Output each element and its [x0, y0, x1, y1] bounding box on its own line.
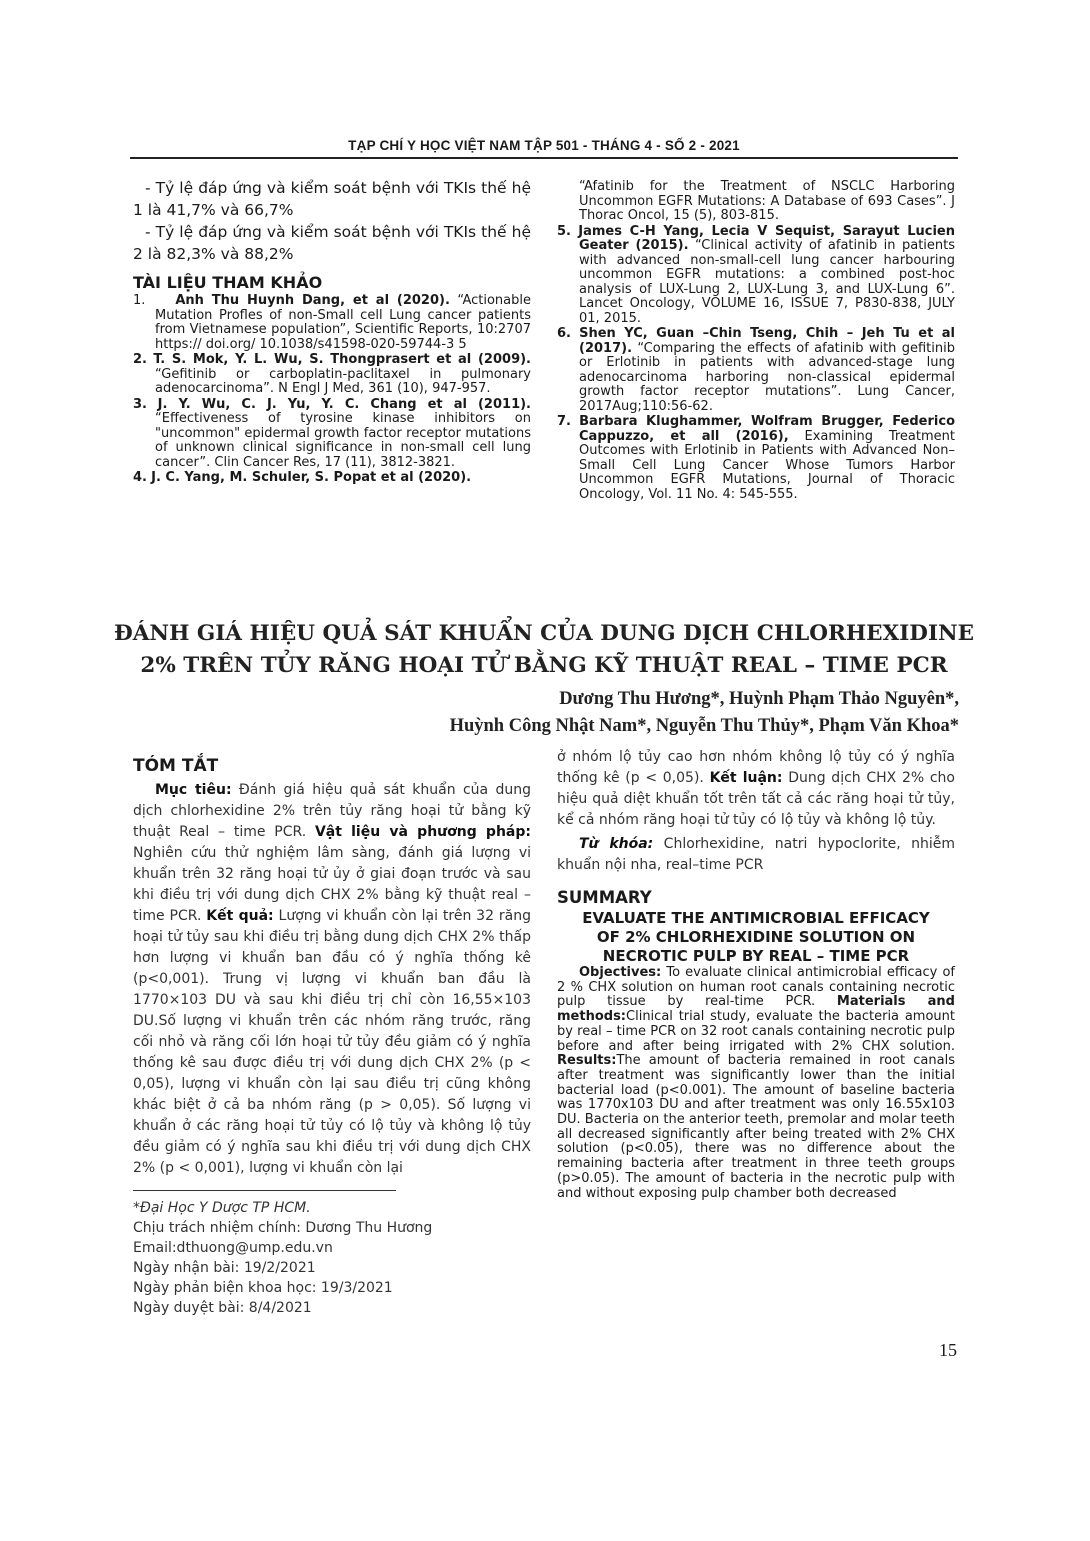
- footnote: [133, 1198, 432, 1318]
- left-top-column: [133, 177, 531, 486]
- footnote-rule: [133, 1190, 396, 1191]
- keywords: Từ khóa: Chlorhexidine, natri hypoclorite, nhiễm khuẩn nội nha, real–time PCR: [557, 836, 955, 873]
- reference-2: 2. T. S. Mok, Y. L. Wu, S. Thongprasert et al (2009). “Gefitinib or carboplatin-paclitaxel in pulmonary adenocarcinoma”. N Engl J Med, 361 (10), 947-957.: [133, 352, 531, 396]
- abstract-vi-body: Mục tiêu: Đánh giá hiệu quả sát khuẩn của dung dịch chlorhexidine 2% trên tủy răng hoại tử bằng kỹ thuật Real – time PCR. Vật liệu và phương pháp: Nghiên cứu thử nghiệm lâm sàng, đánh giá lượng vi khuẩn trên 32 răng hoại tử ủy ở giai đoạn trước và sau khi điều trị với dung dịch CHX 2% bằng kỹ thuật real – time PCR. Kết quả: Lượng vi khuẩn còn lại trên 32 răng hoại tử tủy sau khi điều trị bằng dung dịch CHX 2% thấp hơn lượng vi khuẩn ban đầu có ý nghĩa thống kê (p<0,001). Trung vị lượng vi khuẩn ban đầu là 1770×103 DU và sau khi điều trị chỉ còn 16,55×103 DU.Số lượng vi khuẩn trên các nhóm răng trước, răng cối nhỏ và răng cối lớn hoại tử tủy đều giảm có ý nghĩa thống kê sau được điều trị với dung dịch CHX 2% (p < 0,05), lượng vi khuẩn còn lại sau điều trị cũng không khác biệt ở cả ba nhóm răng (p > 0,05). Số lượng vi khuẩn ở các răng hoại tử tủy có lộ tủy và không lộ tủy đều giảm có ý nghĩa sau khi điều trị với dung dịch CHX 2% (p < 0,001), lượng vi khuẩn còn lại: [133, 782, 531, 1176]
- reference-4-continued: “Afatinib for the Treatment of NSCLC Harboring Uncommon EGFR Mutations: A Database of 693 Cases”. J Thorac Oncol, 15 (5), 803-815.: [579, 179, 955, 223]
- authors-line-2: Huỳnh Công Nhật Nam*, Nguyễn Thu Thủy*, Phạm Văn Khoa*: [449, 716, 959, 736]
- bullet-tki-gen2: - Tỷ lệ đáp ứng và kiểm soát bệnh với TKIs thế hệ 2 là 82,3% và 88,2%: [133, 223, 531, 263]
- reference-1: 1. Anh Thu Huynh Dang, et al (2020). “Actionable Mutation Profles of non-Small cell Lung cancer patients from Vietnamese population”, Scientific Reports, 10:2707 https:// doi.org/ 10.1038/s41598-020-59744-3 5: [133, 293, 531, 352]
- article-title: [110, 618, 978, 682]
- reference-4: 4. J. C. Yang, M. Schuler, S. Popat et al (2020).: [133, 470, 472, 485]
- summary-title: [557, 909, 955, 966]
- header-rule: [130, 157, 958, 159]
- footnote-accepted: Ngày duyệt bài: 8/4/2021: [133, 1300, 312, 1316]
- footnote-email: Email:dthuong@ump.edu.vn: [133, 1240, 333, 1256]
- reference-3: 3. J. Y. Wu, C. J. Yu, Y. C. Chang et al (2011). “Effectiveness of tyrosine kinase inhibitors on "uncommon" epidermal growth factor receptor mutations of unknown clinical significance in non-small cell lung cancer”. Clin Cancer Res, 17 (11), 3812-3821.: [133, 396, 531, 470]
- reference-5: 5. James C-H Yang, Lecia V Sequist, Sarayut Lucien Geater (2015). “Clinical activity of afatinib in patients with advanced non-small-cell lung cancer harbouring uncommon EGFR mutations: a combined post-hoc analysis of LUX-Lung 2, LUX-Lung 3, and LUX-Lung 6”. Lancet Oncology, VOLUME 16, ISSUE 7, P830-838, JULY 01, 2015.: [557, 223, 956, 326]
- authors-line-1: Dương Thu Hương*, Huỳnh Phạm Thảo Nguyên*,: [559, 689, 959, 709]
- footnote-received: Ngày nhận bài: 19/2/2021: [133, 1260, 316, 1276]
- journal-header: TẠP CHÍ Y HỌC VIỆT NAM TẬP 501 - THÁNG 4 - SỐ 2 - 2021: [348, 138, 740, 153]
- footnote-reviewed: Ngày phản biện khoa học: 19/3/2021: [133, 1280, 393, 1296]
- bullet-tki-gen1: - Tỷ lệ đáp ứng và kiểm soát bệnh với TKIs thế hệ 1 là 41,7% và 66,7%: [133, 179, 531, 219]
- abstract-vi-continued: [557, 747, 955, 1201]
- summary-title-line-3: NECROTIC PULP BY REAL – TIME PCR: [602, 947, 910, 965]
- abstract-vi-column: [133, 750, 531, 1179]
- footnote-responsible: Chịu trách nhiệm chính: Dương Thu Hương: [133, 1220, 433, 1236]
- abstract-vi-heading: TÓM TẮT: [133, 756, 219, 776]
- summary-heading: SUMMARY: [557, 888, 652, 907]
- reference-7: 7. Barbara Klughammer, Wolfram Brugger, Federico Cappuzzo, et all (2016), Examining Treatment Outcomes with Erlotinib in Patients with Advanced Non–Small Cell Lung Cancer Whose Tumors Harbor Uncommon EGFR Mutations, Journal of Thoracic Oncology, Vol. 11 No. 4: 545-555.: [557, 414, 956, 502]
- right-top-column: [557, 180, 955, 502]
- summary-body: Objectives: To evaluate clinical antimicrobial efficacy of 2 % CHX solution on human root canals containing necrotic pulp tissue by real-time PCR. Materials and methods:Clinical trial study, evaluate the bacteria amount by real – time PCR on 32 root canals containing necrotic pulp before and after being irrigated with 2% CHX solution. Results:The amount of bacteria remained in root canals after treatment was significantly lower than the initial bacterial load (p<0.001). The amount of baseline bacteria was 1770x103 DU and after treatment was only 16.55x103 DU. Bacteria on the anterior teeth, premolar and molar teeth all decreased significantly after being treated with 2% CHX solution (p<0.05), there was no difference about the remaining bacteria after treatment in three teeth groups (p>0.05). The amount of bacteria in the necrotic pulp with and without exposing pulp chamber both decreased: [557, 965, 955, 1201]
- references-heading: TÀI LIỆU THAM KHẢO: [133, 273, 323, 292]
- summary-title-line-1: EVALUATE THE ANTIMICROBIAL EFFICACY: [582, 909, 930, 927]
- title-line-2: 2% TRÊN TỦY RĂNG HOẠI TỬ BẰNG KỸ THUẬT REAL – TIME PCR: [140, 653, 948, 678]
- footnote-affiliation: *Đại Học Y Dược TP HCM.: [133, 1200, 311, 1216]
- abstract-vi-continuation: ở nhóm lộ tủy cao hơn nhóm không lộ tủy có ý nghĩa thống kê (p < 0,05). Kết luận: Dung dịch CHX 2% cho hiệu quả diệt khuẩn tốt trên tất cả các răng hoại tử tủy, kể cả nhóm răng hoại tử tủy có lộ tủy và không lộ tủy.: [557, 749, 955, 828]
- reference-6: 6. Shen YC, Guan –Chin Tseng, Chih – Jeh Tu et al (2017). “Comparing the effects of afatinib with gefitinib or Erlotinib in patients with advanced-stage lung adenocarcinoma harboring non-classical epidermal growth factor receptor mutations”. Lung Cancer, 2017Aug;110:56-62.: [557, 326, 955, 414]
- summary-title-line-2: OF 2% CHLORHEXIDINE SOLUTION ON: [596, 928, 916, 946]
- article-authors: [450, 686, 959, 740]
- page-number: 15: [939, 1340, 957, 1360]
- title-line-1: ĐÁNH GIÁ HIỆU QUẢ SÁT KHUẨN CỦA DUNG DỊCH CHLORHEXIDINE: [113, 621, 975, 646]
